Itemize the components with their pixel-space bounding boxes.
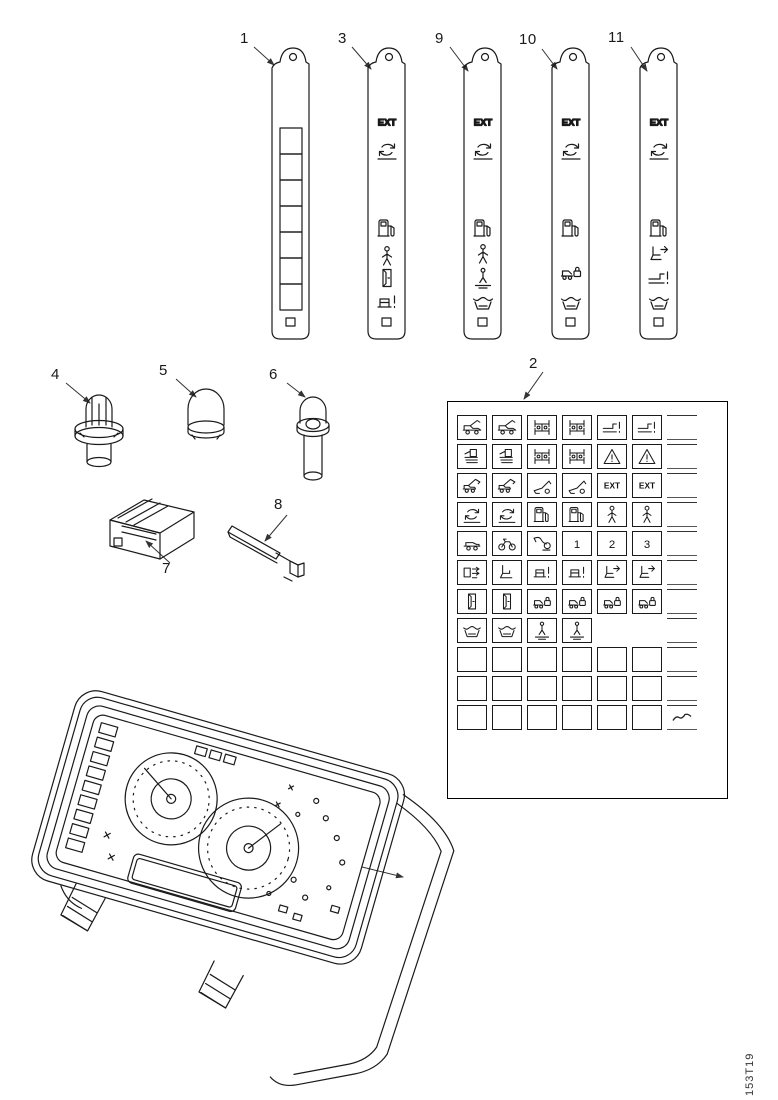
blank-cut-cell bbox=[667, 473, 697, 498]
decal-cell-waves bbox=[457, 618, 487, 643]
decal-cell-lock bbox=[562, 589, 592, 614]
door-icon bbox=[496, 591, 518, 612]
vehicle-icon bbox=[461, 533, 483, 554]
seat-icon bbox=[496, 562, 518, 583]
motorcycle-icon bbox=[496, 533, 518, 554]
label-strip-3 bbox=[362, 36, 410, 348]
blank-cut-cell bbox=[667, 618, 697, 643]
regen-icon bbox=[461, 504, 483, 525]
decal-cell-boom bbox=[527, 473, 557, 498]
person-icon bbox=[479, 245, 488, 263]
lock-icon bbox=[566, 591, 588, 612]
decal-cell-warning-triangle bbox=[632, 444, 662, 469]
empty-decal-cell bbox=[632, 647, 662, 672]
callout-1: 1 bbox=[240, 30, 249, 47]
fuel-icon bbox=[531, 504, 553, 525]
mounting-hole bbox=[570, 54, 577, 61]
decal-cell-truck bbox=[492, 415, 522, 440]
decal-cell-lock bbox=[527, 589, 557, 614]
decal-cell-axle bbox=[527, 415, 557, 440]
empty-decal-cell bbox=[562, 705, 592, 730]
fork-warning-icon bbox=[636, 417, 658, 438]
empty-decal-cell bbox=[527, 705, 557, 730]
decal-cell-engine-arrows bbox=[457, 560, 487, 585]
bulb-with-base-drawing-6 bbox=[288, 383, 340, 489]
pallet-icon bbox=[496, 446, 518, 467]
decal-cell-boom bbox=[562, 473, 592, 498]
empty-decal-cell bbox=[597, 647, 627, 672]
decal-cell-fuel bbox=[527, 502, 557, 527]
callout-9: 9 bbox=[435, 30, 444, 47]
waves-icon bbox=[474, 298, 493, 310]
empty-decal-cell bbox=[527, 676, 557, 701]
blank-cut-cell bbox=[667, 444, 697, 469]
regen-icon bbox=[496, 504, 518, 525]
ext-icon bbox=[474, 118, 493, 129]
decal-cell-person-lift bbox=[527, 618, 557, 643]
person-lift-icon bbox=[476, 268, 491, 288]
boom-icon bbox=[566, 475, 588, 496]
mounting-hole bbox=[290, 54, 297, 61]
platform-icon bbox=[531, 562, 553, 583]
blank-cut-cell bbox=[667, 531, 697, 556]
decal-cell-door bbox=[492, 589, 522, 614]
decal-cell-pallet bbox=[457, 444, 487, 469]
decal-cell-platform bbox=[527, 560, 557, 585]
decal-cell-ext bbox=[597, 473, 627, 498]
ext-icon bbox=[562, 118, 581, 129]
terminal-pin-drawing-8 bbox=[222, 508, 314, 590]
empty-label-slot bbox=[280, 206, 302, 232]
scribble-icon bbox=[671, 707, 693, 728]
ext-icon bbox=[650, 118, 669, 129]
label-strip-11 bbox=[634, 36, 682, 348]
person-icon bbox=[636, 504, 658, 525]
decal-cell-pallet bbox=[492, 444, 522, 469]
fork-warning-icon bbox=[649, 272, 668, 284]
blank-cut-cell bbox=[667, 502, 697, 527]
empty-decal-cell bbox=[562, 647, 592, 672]
seat-arrow-icon bbox=[601, 562, 623, 583]
decal-cell-door bbox=[457, 589, 487, 614]
seat-arrow-icon bbox=[636, 562, 658, 583]
decal-cell-scribble bbox=[667, 705, 697, 730]
empty-decal-cell bbox=[562, 676, 592, 701]
label-strip-9 bbox=[458, 36, 506, 348]
blank-cut-cell bbox=[667, 560, 697, 585]
decal-cell-blank bbox=[597, 618, 627, 643]
lock-icon bbox=[601, 591, 623, 612]
person-icon bbox=[601, 504, 623, 525]
platform-icon bbox=[378, 296, 395, 308]
truck-icon bbox=[496, 417, 518, 438]
empty-label-slot bbox=[280, 128, 302, 154]
decal-cell-fork-warning bbox=[632, 415, 662, 440]
callout-10: 10 bbox=[519, 31, 537, 48]
ext-icon bbox=[378, 118, 397, 129]
blank-cut-cell bbox=[667, 415, 697, 440]
regen-icon bbox=[378, 144, 396, 159]
decal-cell-fuel bbox=[562, 502, 592, 527]
connector-housing-drawing-7 bbox=[92, 480, 210, 576]
index-square bbox=[286, 318, 295, 326]
label-strip-1-blank bbox=[266, 36, 314, 348]
index-square bbox=[654, 318, 663, 326]
callout-11: 11 bbox=[608, 29, 625, 46]
decal-cell-two bbox=[597, 531, 627, 556]
callout-5: 5 bbox=[159, 362, 168, 379]
fuel-icon bbox=[566, 504, 588, 525]
instrument-cluster-drawing bbox=[10, 668, 470, 1088]
empty-decal-cell bbox=[597, 676, 627, 701]
axle-icon bbox=[566, 417, 588, 438]
decal-cell-person bbox=[632, 502, 662, 527]
decal-cell-lock bbox=[597, 589, 627, 614]
truck-icon bbox=[461, 417, 483, 438]
decal-cell-seat bbox=[492, 560, 522, 585]
decal-cell-hose bbox=[527, 531, 557, 556]
regen-icon bbox=[562, 144, 580, 159]
callout-6: 6 bbox=[269, 366, 278, 383]
blank-cut-cell bbox=[667, 589, 697, 614]
mounting-hole bbox=[386, 54, 393, 61]
hose-icon bbox=[531, 533, 553, 554]
person-icon bbox=[383, 247, 392, 265]
waves-icon bbox=[650, 298, 669, 310]
three-icon bbox=[636, 533, 658, 554]
callout-3: 3 bbox=[338, 30, 347, 47]
label-strip-10 bbox=[546, 36, 594, 348]
decal-cell-warning-triangle bbox=[597, 444, 627, 469]
warning-triangle-icon bbox=[636, 446, 658, 467]
empty-label-slot bbox=[280, 154, 302, 180]
axle-icon bbox=[531, 446, 553, 467]
bulb-with-socket-drawing-4 bbox=[70, 385, 140, 483]
decal-cell-ext bbox=[632, 473, 662, 498]
decal-symbol-sheet-2 bbox=[447, 401, 728, 799]
decal-cell-vehicle bbox=[457, 531, 487, 556]
decal-grid bbox=[457, 415, 697, 730]
leader-line-2 bbox=[524, 372, 543, 399]
decal-cell-lock bbox=[632, 589, 662, 614]
person-lift-icon bbox=[531, 620, 553, 641]
decal-cell-three bbox=[632, 531, 662, 556]
empty-decal-cell bbox=[527, 647, 557, 672]
callout-2: 2 bbox=[529, 355, 538, 372]
bulb-dome-drawing-5 bbox=[180, 383, 232, 447]
decal-cell-person-lift bbox=[562, 618, 592, 643]
decal-cell-seat-arrow bbox=[632, 560, 662, 585]
decal-cell-blank bbox=[632, 618, 662, 643]
decal-cell-axle bbox=[562, 415, 592, 440]
fork-warning-icon bbox=[601, 417, 623, 438]
engine-arrows-icon bbox=[461, 562, 483, 583]
waves-icon bbox=[461, 620, 483, 641]
one-icon bbox=[566, 533, 588, 554]
regen-icon bbox=[650, 144, 668, 159]
empty-label-slot bbox=[280, 284, 302, 310]
index-square bbox=[382, 318, 391, 326]
boom-icon bbox=[531, 475, 553, 496]
index-square bbox=[566, 318, 575, 326]
crane-icon bbox=[461, 475, 483, 496]
callout-4: 4 bbox=[51, 366, 60, 383]
axle-icon bbox=[566, 446, 588, 467]
empty-decal-cell bbox=[492, 647, 522, 672]
lock-icon bbox=[531, 591, 553, 612]
empty-label-slot bbox=[280, 232, 302, 258]
decal-cell-truck bbox=[457, 415, 487, 440]
index-square bbox=[478, 318, 487, 326]
ext-icon bbox=[636, 475, 658, 496]
decal-cell-fork-warning bbox=[597, 415, 627, 440]
empty-decal-cell bbox=[492, 676, 522, 701]
callout-7: 7 bbox=[162, 560, 171, 577]
blank-cut-cell bbox=[667, 647, 697, 672]
axle-icon bbox=[531, 417, 553, 438]
decal-cell-motorcycle bbox=[492, 531, 522, 556]
fuel-icon bbox=[378, 220, 394, 236]
decal-cell-seat-arrow bbox=[597, 560, 627, 585]
fuel-icon bbox=[562, 220, 578, 236]
warning-triangle-icon bbox=[601, 446, 623, 467]
callout-8: 8 bbox=[274, 496, 283, 513]
fuel-icon bbox=[474, 220, 490, 236]
platform-icon bbox=[566, 562, 588, 583]
door-icon bbox=[383, 270, 391, 287]
pallet-icon bbox=[461, 446, 483, 467]
decal-cell-regen bbox=[457, 502, 487, 527]
mounting-hole bbox=[658, 54, 665, 61]
decal-cell-platform bbox=[562, 560, 592, 585]
empty-label-slot bbox=[280, 180, 302, 206]
empty-decal-cell bbox=[632, 676, 662, 701]
two-icon bbox=[601, 533, 623, 554]
blank-cut-cell bbox=[667, 676, 697, 701]
decal-cell-regen bbox=[492, 502, 522, 527]
empty-decal-cell bbox=[597, 705, 627, 730]
lock-icon bbox=[636, 591, 658, 612]
door-icon bbox=[461, 591, 483, 612]
crane-icon bbox=[496, 475, 518, 496]
decal-cell-axle bbox=[527, 444, 557, 469]
footer-form-code: 153T19 bbox=[744, 1052, 756, 1096]
person-lift-icon bbox=[566, 620, 588, 641]
fuel-icon bbox=[650, 220, 666, 236]
lock-icon bbox=[562, 267, 581, 279]
decal-cell-crane bbox=[492, 473, 522, 498]
regen-icon bbox=[474, 144, 492, 159]
decal-cell-crane bbox=[457, 473, 487, 498]
empty-decal-cell bbox=[632, 705, 662, 730]
decal-cell-axle bbox=[562, 444, 592, 469]
waves-icon bbox=[496, 620, 518, 641]
decal-cell-person bbox=[597, 502, 627, 527]
waves-icon bbox=[562, 298, 581, 310]
decal-cell-one bbox=[562, 531, 592, 556]
mounting-hole bbox=[482, 54, 489, 61]
empty-decal-cell bbox=[492, 705, 522, 730]
empty-label-slot bbox=[280, 258, 302, 284]
decal-cell-waves bbox=[492, 618, 522, 643]
ext-icon bbox=[601, 475, 623, 496]
seat-arrow-icon bbox=[651, 247, 668, 260]
